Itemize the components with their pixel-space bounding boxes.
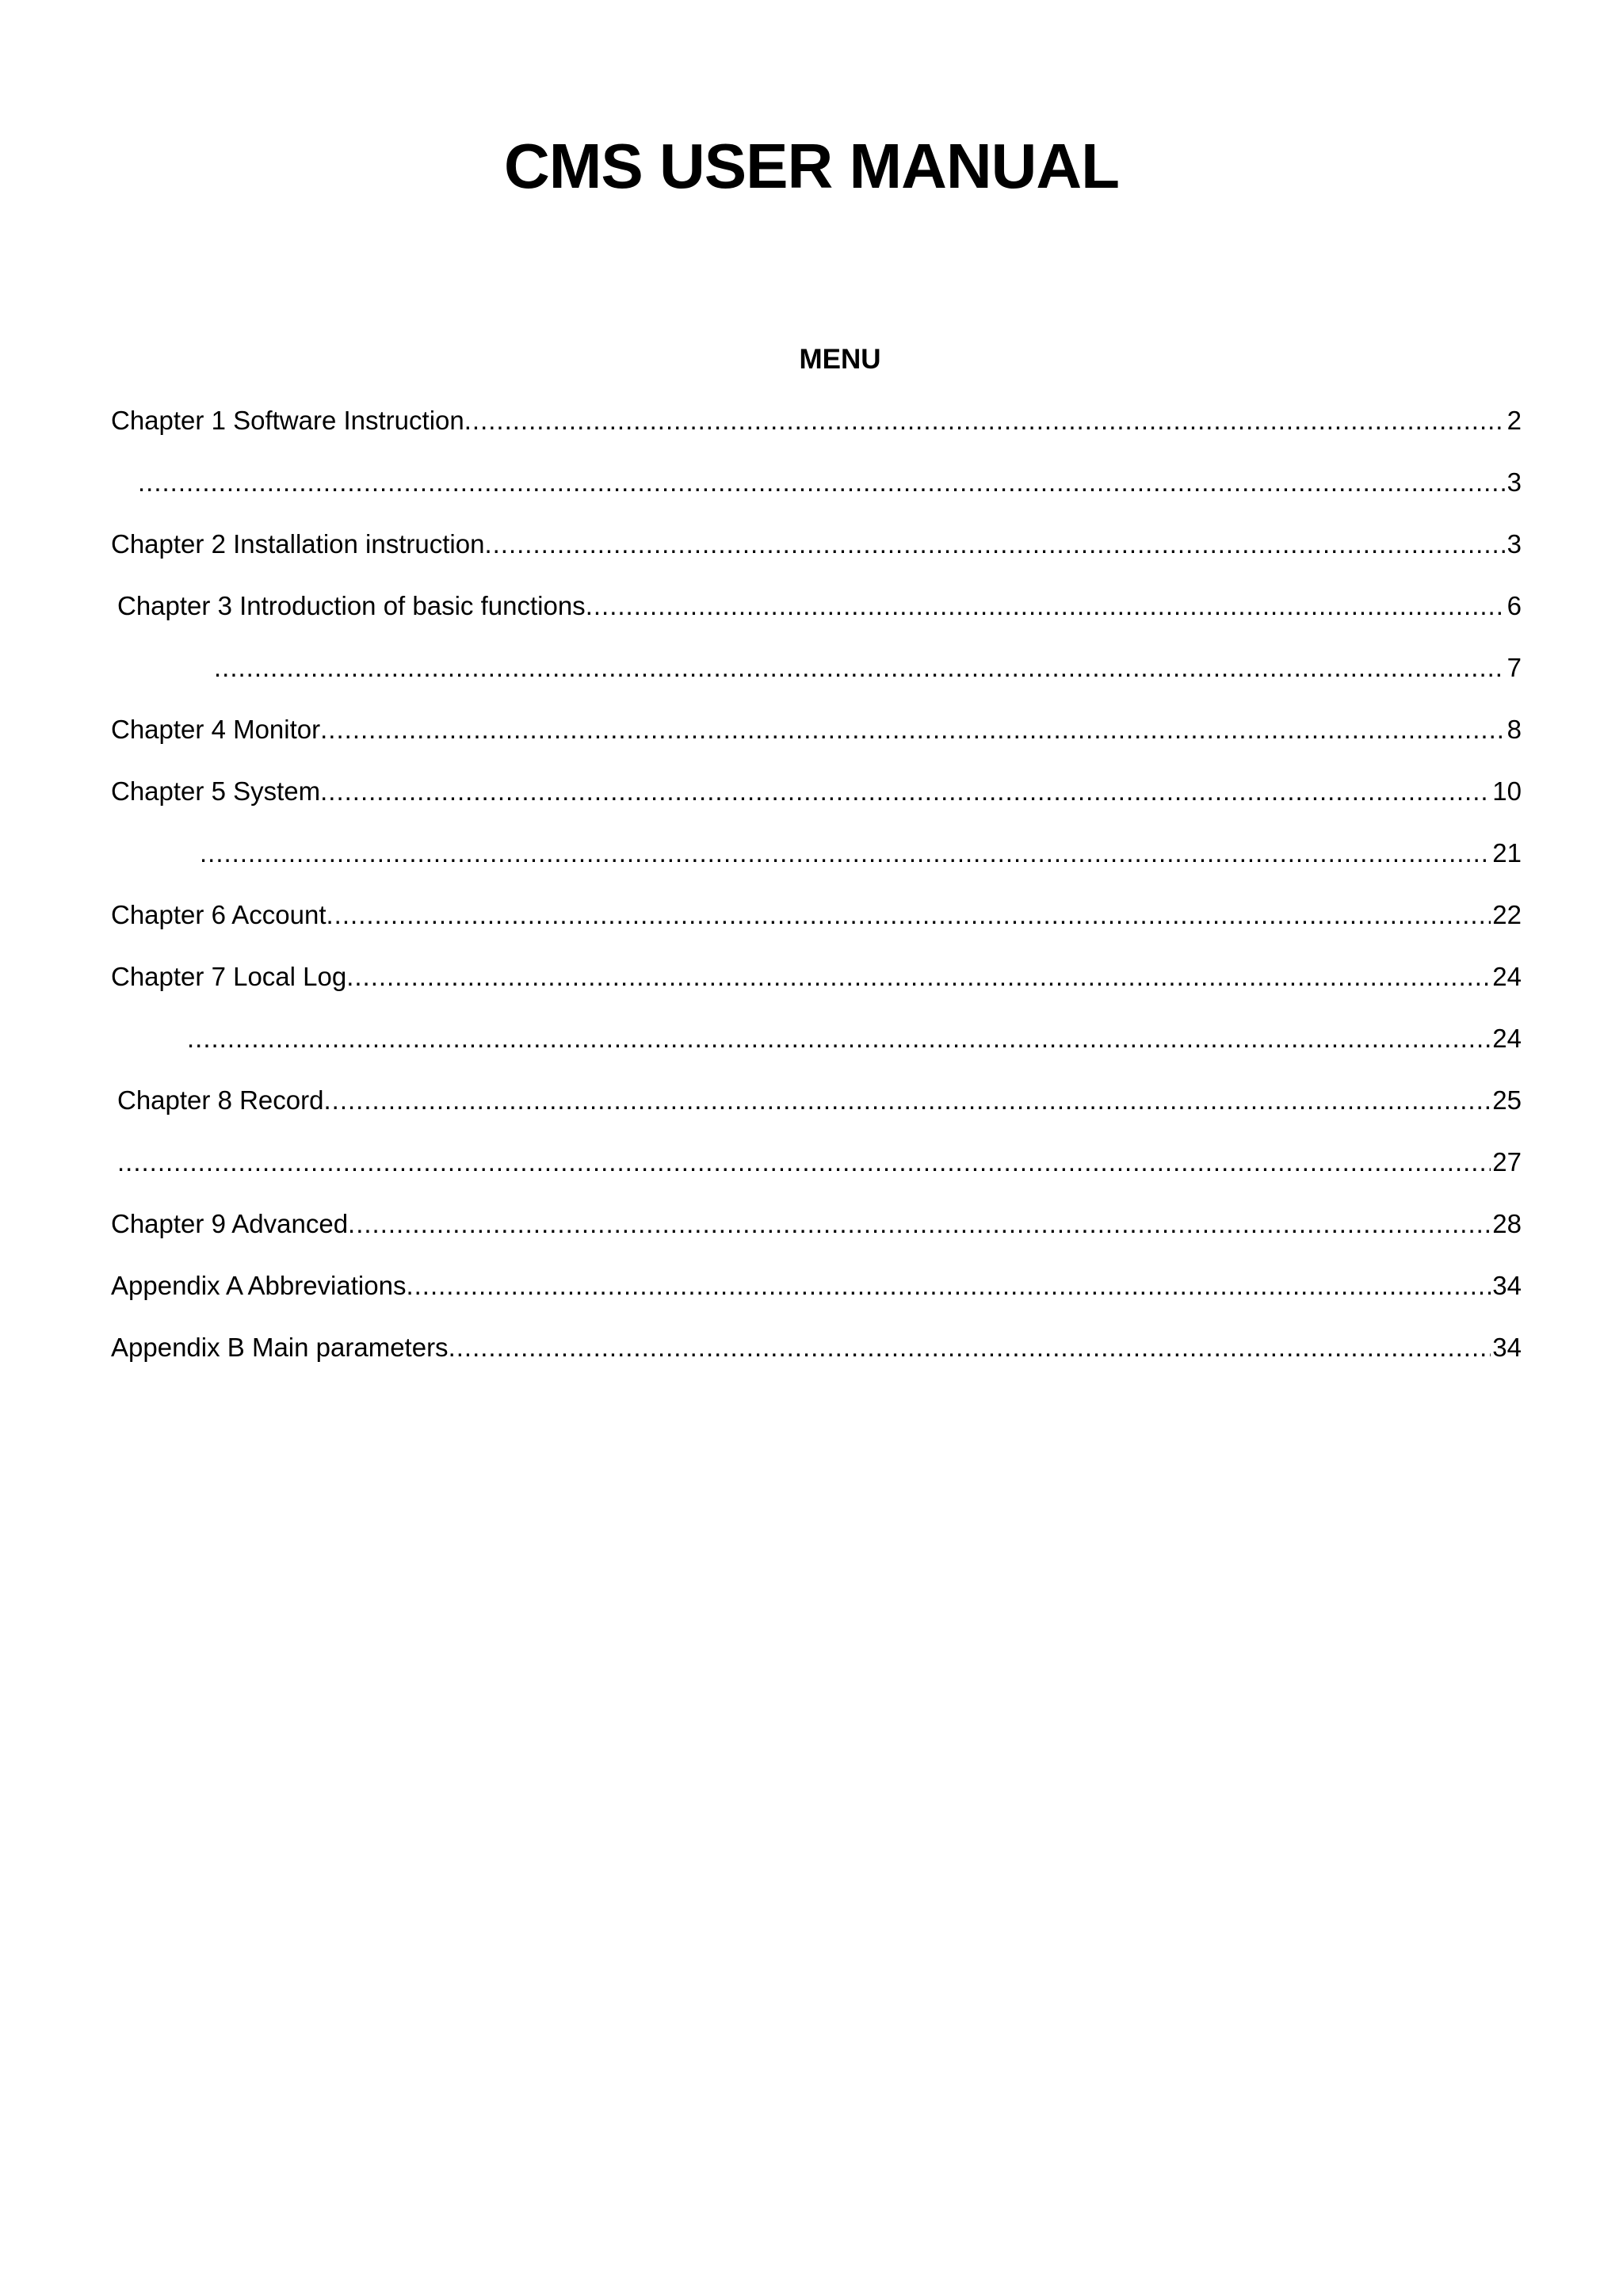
toc-entry-page: 34 xyxy=(1492,1271,1522,1300)
toc-entry-label: Chapter 5 System xyxy=(111,776,321,806)
toc-dot-leader xyxy=(464,406,1506,436)
toc-entry-label: Appendix A Abbreviations xyxy=(111,1271,407,1300)
toc-entry[interactable] xyxy=(111,637,1522,699)
page-title: CMS USER MANUAL xyxy=(503,131,1120,201)
toc-dot-leader xyxy=(346,962,1491,992)
toc-entry-page: 10 xyxy=(1492,776,1522,806)
toc-entry-page: 3 xyxy=(1507,467,1522,497)
table-of-contents xyxy=(111,390,1522,1379)
toc-entry-label: Chapter 2 Installation instruction xyxy=(111,529,485,559)
toc-entry-page: 2 xyxy=(1507,406,1522,435)
toc-entry-label: Chapter 1 Software Instruction xyxy=(111,406,464,435)
toc-entry-page: 6 xyxy=(1507,591,1522,620)
toc-entry[interactable] xyxy=(111,575,1522,637)
toc-dot-leader xyxy=(117,1147,1491,1177)
toc-entry-page: 24 xyxy=(1492,1024,1522,1053)
toc-entry-label: Chapter 7 Local Log xyxy=(111,962,347,991)
toc-entry[interactable] xyxy=(111,513,1522,575)
toc-entry-page: 7 xyxy=(1507,653,1522,682)
toc-entry-page: 27 xyxy=(1492,1147,1522,1177)
toc-entry[interactable] xyxy=(111,1255,1522,1317)
toc-dot-leader xyxy=(187,1024,1491,1054)
toc-dot-leader xyxy=(138,467,1506,498)
toc-entry-label: Appendix B Main parameters xyxy=(111,1333,449,1362)
toc-entry-label: Chapter 4 Monitor xyxy=(111,715,321,744)
toc-dot-leader xyxy=(320,776,1491,807)
toc-entry-page: 22 xyxy=(1492,900,1522,929)
toc-dot-leader xyxy=(348,1209,1491,1239)
toc-entry[interactable] xyxy=(111,946,1522,1008)
toc-entry-page: 28 xyxy=(1492,1209,1522,1238)
toc-dot-leader xyxy=(406,1271,1491,1301)
toc-dot-leader xyxy=(484,529,1505,559)
toc-entry[interactable] xyxy=(111,1131,1522,1193)
toc-dot-leader xyxy=(214,653,1506,683)
menu-heading: MENU xyxy=(799,344,881,375)
toc-entry-page: 25 xyxy=(1492,1085,1522,1115)
toc-entry[interactable] xyxy=(111,390,1522,452)
toc-entry[interactable] xyxy=(111,884,1522,946)
toc-dot-leader xyxy=(449,1333,1491,1363)
toc-dot-leader xyxy=(586,591,1506,621)
toc-entry[interactable] xyxy=(111,1317,1522,1379)
toc-entry[interactable] xyxy=(111,1193,1522,1255)
toc-entry[interactable] xyxy=(111,1070,1522,1131)
toc-entry-label: Chapter 3 Introduction of basic functions xyxy=(117,591,586,620)
toc-entry[interactable] xyxy=(111,1008,1522,1070)
toc-entry-page: 24 xyxy=(1492,962,1522,991)
toc-entry-page: 21 xyxy=(1492,838,1522,868)
toc-entry-page: 34 xyxy=(1492,1333,1522,1362)
toc-entry-label: Chapter 6 Account xyxy=(111,900,327,929)
toc-entry-label: Chapter 9 Advanced xyxy=(111,1209,349,1238)
toc-entry[interactable] xyxy=(111,822,1522,884)
toc-entry-page: 3 xyxy=(1507,529,1522,559)
toc-entry-label: Chapter 8 Record xyxy=(117,1085,324,1115)
toc-entry[interactable] xyxy=(111,761,1522,822)
toc-dot-leader xyxy=(323,1085,1491,1116)
toc-dot-leader xyxy=(320,715,1506,745)
toc-entry-page: 8 xyxy=(1507,715,1522,744)
toc-entry[interactable] xyxy=(111,452,1522,513)
toc-dot-leader xyxy=(327,900,1491,930)
toc-entry[interactable] xyxy=(111,699,1522,761)
toc-dot-leader xyxy=(200,838,1491,868)
